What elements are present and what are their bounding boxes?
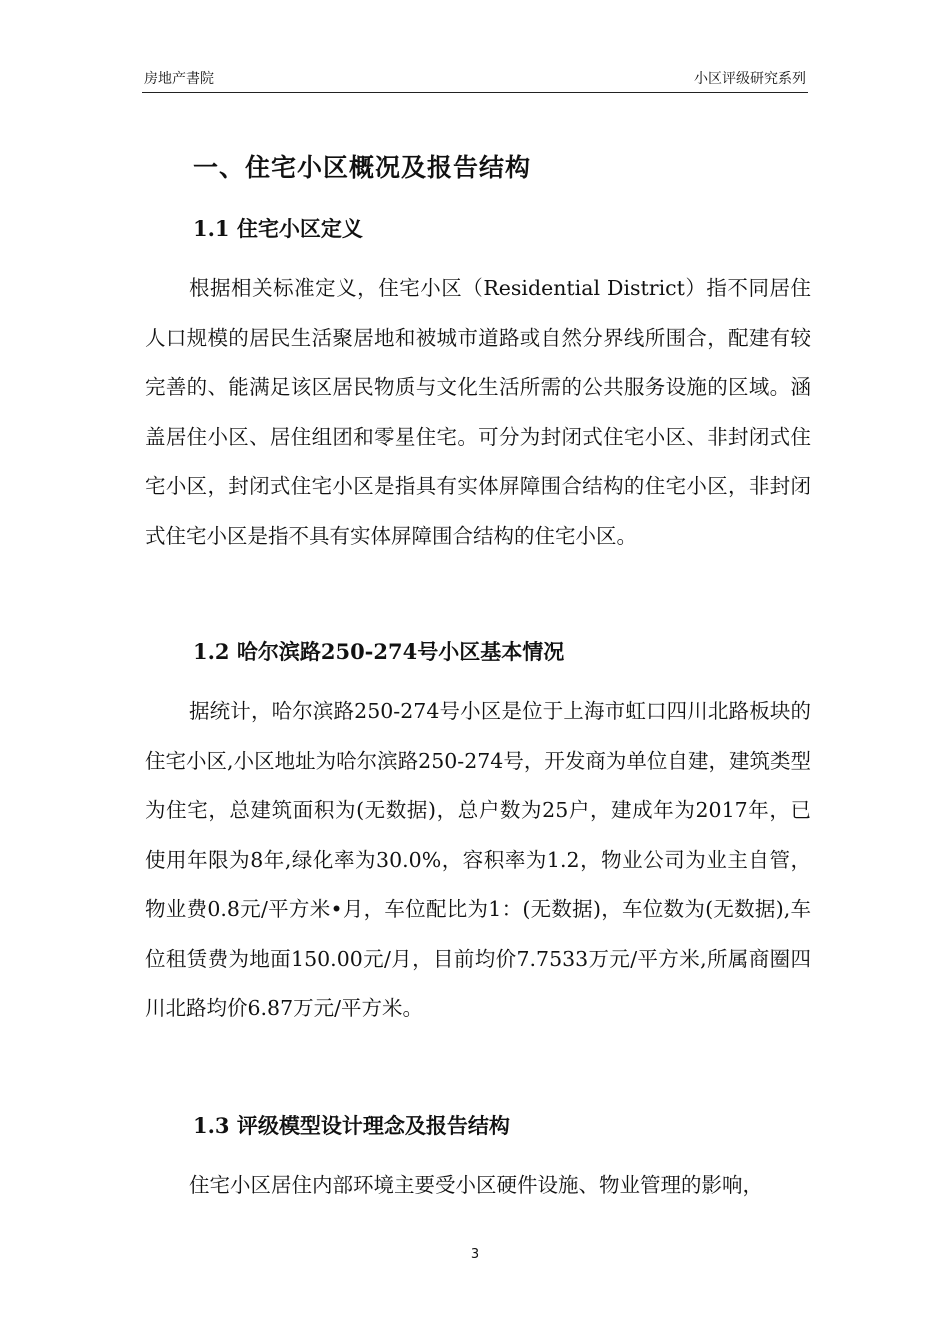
section-paragraph-1-3: 住宅小区居住内部环境主要受小区硬件设施、物业管理的影响， <box>189 1173 763 1197</box>
section-heading-1-1: 1.1 住宅小区定义 <box>193 216 363 241</box>
header-publisher: 房地产書院 <box>144 71 214 87</box>
section-heading-1-2: 1.2 哈尔滨路250-274号小区基本情况 <box>193 639 565 664</box>
section-paragraph-1-2: 据统计，哈尔滨路250-274号小区是位于上海市虹口四川北路板块的住宅小区,小区地址为哈尔滨路250-274号，开发商为单位自建，建筑类型为住宅，总建筑面积为(无数据)，总户数为25户，建成年为2017年，已使用年限为8年,绿化率为30.0%，容积率为1.2，物业公司为业主自管，物业费0.8元/平方米•月，车位配比为1：(无数据)，车位数为(无数据),车位租赁费为地面150.00元/月，目前均价7.7533万元/平方米,所属商圈四川北路均价6.87万元/平方米。 <box>145 699 811 1020</box>
page-number: 3 <box>470 1247 480 1262</box>
section-paragraph-1-1: 根据相关标准定义，住宅小区（Residential District）指不同居住人口规模的居民生活聚居地和被城市道路或自然分界线所围合，配建有较完善的、能满足该区居民物质与文化生活所需的公共服务设施的区域。涵盖居住小区、居住组团和零星住宅。可分为封闭式住宅小区、非封闭式住宅小区，封闭式住宅小区是指具有实体屏障围合结构的住宅小区，非封闭式住宅小区是指不具有实体屏障围合结构的住宅小区。 <box>145 276 811 548</box>
page-header <box>142 66 808 93</box>
header-series-title: 小区评级研究系列 <box>694 71 806 87</box>
chapter-title: 一、住宅小区概况及报告结构 <box>193 153 532 182</box>
section-heading-1-3: 1.3 评级模型设计理念及报告结构 <box>193 1113 510 1138</box>
